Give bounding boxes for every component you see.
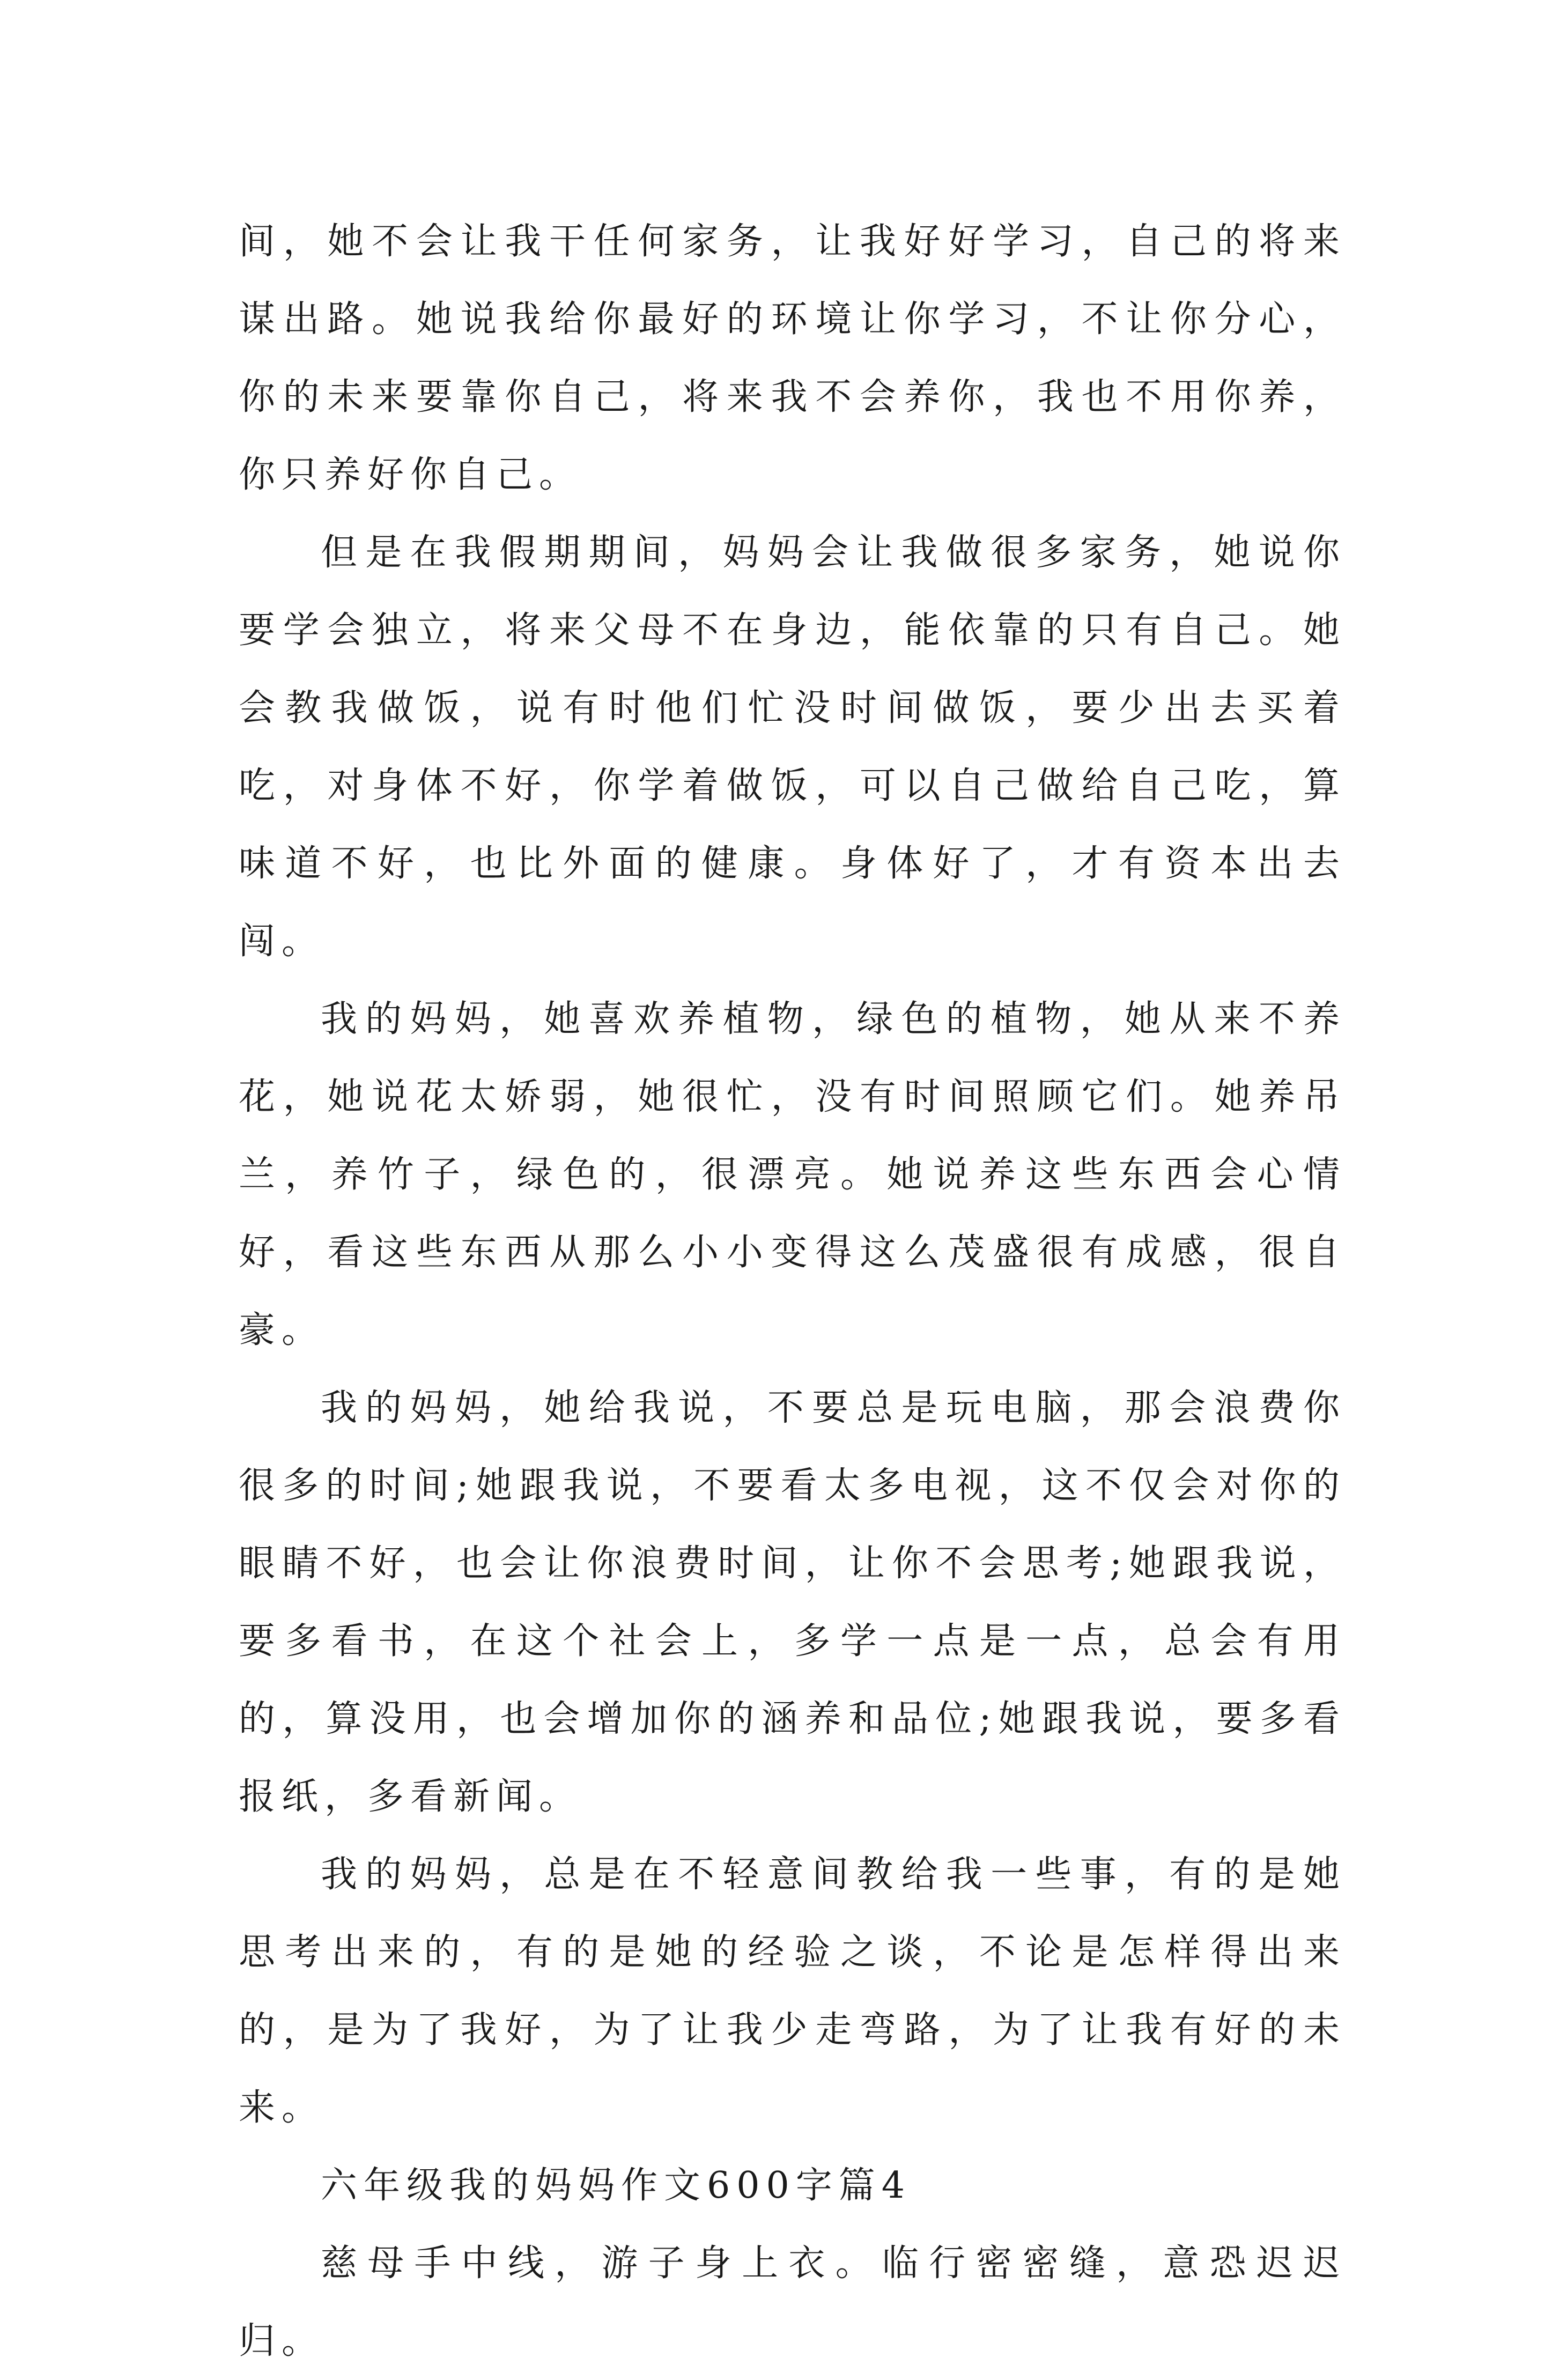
body-text [239, 203, 1346, 2380]
paragraph-4: 我的妈妈，她给我说，不要总是玩电脑，那会浪费你很多的时间;她跟我说，不要看太多电视，这不仅会对你的眼睛不好，也会让你浪费时间，让你不会思考;她跟我说，要多看书，在这个社会上，多学一点是一点，总会有用的，算没用，也会增加你的涵养和品位;她跟我说，要多看报纸，多看新闻。 [239, 1387, 1346, 1818]
section-heading: 六年级我的妈妈作文600字篇4 [321, 2164, 912, 2207]
paragraph-1: 间，她不会让我干任何家务，让我好好学习，自己的将来谋出路。她说我给你最好的环境让你学习，不让你分心，你的未来要靠你自己，将来我不会养你，我也不用你养，你只养好你自己。 [239, 220, 1346, 496]
paragraph-6: 慈母手中线，游子身上衣。临行密密缝，意恐迟迟归。 [239, 2242, 1346, 2362]
paragraph-2: 但是在我假期期间，妈妈会让我做很多家务，她说你要学会独立，将来父母不在身边，能依靠的只有自己。她会教我做饭，说有时他们忙没时间做饭，要少出去买着吃，对身体不好，你学着做饭，可以自己做给自己吃，算味道不好，也比外面的健康。身体好了，才有资本出去闯。 [239, 531, 1346, 963]
paragraph-5: 我的妈妈，总是在不轻意间教给我一些事，有的是她思考出来的，有的是她的经验之谈，不论是怎样得出来的，是为了我好，为了让我少走弯路，为了让我有好的未来。 [239, 1853, 1346, 2129]
paragraph-3: 我的妈妈，她喜欢养植物，绿色的植物，她从来不养花，她说花太娇弱，她很忙，没有时间照顾它们。她养吊兰，养竹子，绿色的，很漂亮。她说养这些东西会心情好，看这些东西从那么小小变得这么茂盛很有成感，很自豪。 [239, 998, 1346, 1351]
